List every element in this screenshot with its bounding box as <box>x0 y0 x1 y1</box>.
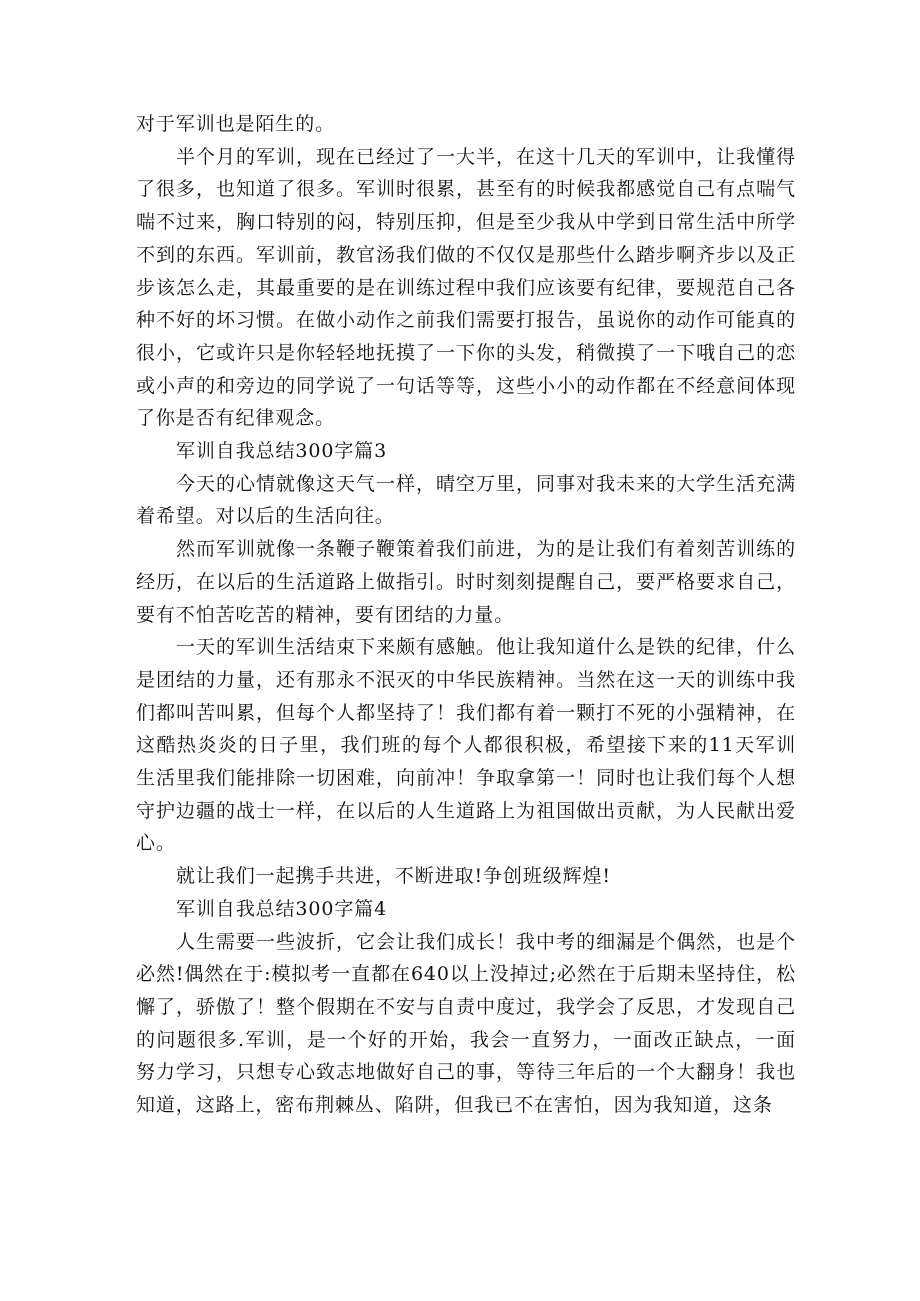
paragraph: 一天的军训生活结束下来颇有感触。他让我知道什么是铁的纪律，什么是团结的力量，还有那永不泯灭的中华民族精神。当然在这一天的训练中我们都叫苦叫累，但每个人都坚持了！我们都有着一颗打不死的小强精神，在这酷热炎炎的日子里，我们班的每个人都很积极，希望接下来的11天军训生活里我们能排除一切困难，向前冲！争取拿第一！同时也让我们每个人想守护边疆的战士一样，在以后的人生道路上为祖国做出贡献，为人民献出爱心。 <box>136 636 796 855</box>
paragraph: 就让我们一起携手共进，不断进取!争创班级辉煌! <box>176 865 611 888</box>
document-body <box>136 108 796 1122</box>
paragraph-continuation: 对于军训也是陌生的。 <box>136 113 336 135</box>
paragraph: 半个月的军训，现在已经过了一大半，在这十几天的军训中，让我懂得了很多，也知道了很多。军训时很累，甚至有的时候我都感觉自己有点喘气喘不过来，胸口特别的闷，特别压抑，但是至少我从中学到日常生活中所学不到的东西。军训前，教官汤我们做的不仅仅是那些什么踏步啊齐步以及正步该怎么走，其最重要的是在训练过程中我们应该要有纪律，要规范自己各种不好的坏习惯。在做小动作之前我们需要打报告，虽说你的动作可能真的很小，它或许只是你轻轻地抚摸了一下你的头发，稍微摸了一下哦自己的恋或小声的和旁边的同学说了一句话等等，这些小小的动作都在不经意间体现了你是否有纪律观念。 <box>136 145 796 430</box>
paragraph: 人生需要一些波折，它会让我们成长！我中考的细漏是个偶然，也是个必然!偶然在于:模拟考一直都在640以上没掉过;必然在于后期未坚持住，松懈了，骄傲了！整个假期在不安与自责中度过，我学会了反思，才发现自己的问题很多.军训，是一个好的开始，我会一直努力，一面改正缺点，一面努力学习，只想专心致志地做好自己的事，等待三年后的一个大翻身！我也知道，这路上，密布荆棘丛、陷阱，但我已不在害怕，因为我知道，这条 <box>136 930 796 1117</box>
paragraph: 今天的心情就像这天气一样，晴空万里，同事对我未来的大学生活充满着希望。对以后的生活向往。 <box>136 472 796 528</box>
section-heading-3: 军训自我总结300字篇3 <box>176 440 388 463</box>
paragraph: 然而军训就像一条鞭子鞭策着我们前进，为的是让我们有着刻苦训练的经历，在以后的生活道路上做指引。时时刻刻提醒自己，要严格要求自己，要有不怕苦吃苦的精神，要有团结的力量。 <box>136 538 796 626</box>
section-heading-4: 军训自我总结300字篇4 <box>176 897 388 920</box>
